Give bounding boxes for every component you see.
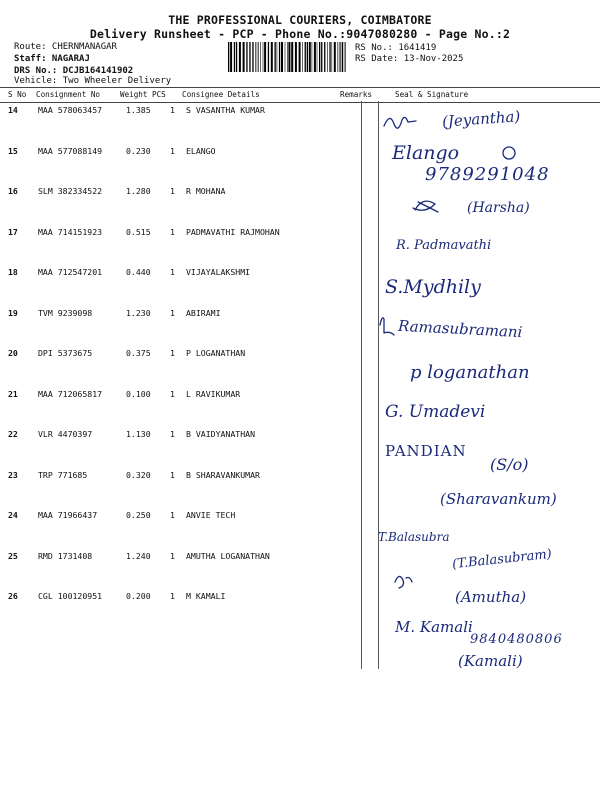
row-consignment: MAA 714151923	[38, 226, 103, 237]
row-weight: 1.130	[126, 429, 151, 439]
row-consignee: P LOGANATHAN	[186, 348, 246, 358]
signature-22-name: PANDIAN	[385, 442, 467, 460]
row-consignee: M KAMALI	[186, 591, 226, 601]
signature-15-name: Elango	[392, 142, 460, 164]
row-consignment: MAA 577088149	[38, 145, 103, 156]
signature-24-initial: T.Balasubra	[378, 530, 450, 544]
signature-20: p loganathan	[410, 362, 530, 383]
route-label: Route: CHERNMANAGAR	[14, 42, 117, 52]
signature-26-phone: 9840480806	[470, 632, 563, 647]
row-weight: 0.200	[126, 591, 151, 601]
row-consignment: SLM 382334522	[38, 186, 103, 196]
row-sno: 24	[8, 510, 18, 520]
signature-17: R. Padmavathi	[396, 238, 492, 253]
row-consignee: B VAIDYANATHAN	[186, 429, 256, 439]
row-consignment: RMD 1731408	[38, 550, 93, 561]
row-weight: 0.230	[126, 145, 151, 156]
company-title: THE PROFESSIONAL COURIERS, COIMBATORE	[168, 13, 432, 27]
col-weight: Weight	[120, 90, 148, 99]
row-sno: 20	[8, 348, 18, 358]
row-pcs: 1	[170, 591, 175, 601]
col-consignment: Consignment No	[36, 90, 101, 99]
row-consignment: TRP 771685	[38, 469, 88, 480]
table-header	[0, 87, 600, 103]
rs-number: RS No.: 1641419	[355, 43, 437, 53]
row-sno: 17	[8, 226, 18, 237]
col-remarks: Remarks	[340, 90, 373, 99]
drs-number: DRS No.: DCJB164141902	[14, 66, 134, 76]
signature-26-name: M. Kamali	[395, 618, 473, 636]
row-weight: 0.100	[126, 388, 151, 399]
signature-18: S.Mydhily	[385, 276, 481, 298]
row-weight: 1.280	[126, 186, 151, 196]
signature-16: (Harsha)	[467, 200, 530, 216]
row-pcs: 1	[170, 267, 175, 277]
signature-22-relation: (S/o)	[490, 455, 529, 474]
row-pcs: 1	[170, 469, 175, 480]
row-weight: 0.440	[126, 267, 151, 277]
signature-15-phone: 9789291048	[425, 164, 550, 185]
col-consignee: Consignee Details	[182, 90, 260, 99]
row-consignment: MAA 578063457	[38, 105, 103, 115]
row-pcs: 1	[170, 105, 175, 115]
row-consignee: PADMAVATHI RAJMOHAN	[186, 226, 280, 237]
row-pcs: 1	[170, 429, 175, 439]
row-consignee: ABIRAMI	[186, 307, 221, 318]
signature-23: (Sharavankum)	[440, 490, 557, 508]
row-sno: 19	[8, 307, 18, 318]
row-consignment: CGL 100120951	[38, 591, 103, 601]
row-sno: 21	[8, 388, 18, 399]
row-consignee: S VASANTHA KUMAR	[186, 105, 265, 115]
table-row	[0, 265, 600, 305]
row-sno: 22	[8, 429, 18, 439]
row-consignee: AMUTHA LOGANATHAN	[186, 550, 270, 561]
table-row	[0, 508, 600, 548]
signature-14: (Jeyantha)	[441, 107, 521, 131]
barcode	[228, 42, 348, 72]
row-sno: 25	[8, 550, 18, 561]
row-consignment: MAA 712065817	[38, 388, 103, 399]
col-sno: S No	[8, 90, 27, 99]
row-pcs: 1	[170, 550, 175, 561]
table-row	[0, 387, 600, 427]
row-consignment: DPI 5373675	[38, 348, 93, 358]
row-weight: 1.240	[126, 550, 151, 561]
row-pcs: 1	[170, 186, 175, 196]
signature-25: (Amutha)	[455, 588, 527, 606]
signature-26-bracket: (Kamali)	[458, 652, 523, 670]
row-sno: 23	[8, 469, 18, 480]
staff-label: Staff: NAGARAJ	[14, 54, 90, 64]
row-weight: 1.385	[126, 105, 151, 115]
row-consignment: MAA 71966437	[38, 510, 98, 520]
row-consignee: L RAVIKUMAR	[186, 388, 241, 399]
row-weight: 0.320	[126, 469, 151, 480]
rs-date: RS Date: 13-Nov-2025	[355, 54, 464, 64]
row-sno: 26	[8, 591, 18, 601]
row-consignee: B SHARAVANKUMAR	[186, 469, 260, 480]
table-row	[0, 225, 600, 265]
row-weight: 0.250	[126, 510, 151, 520]
row-pcs: 1	[170, 145, 175, 156]
row-sno: 15	[8, 145, 18, 156]
col-pcs: PCS	[152, 90, 166, 99]
runsheet-subtitle: Delivery Runsheet - PCP - Phone No.:9047080280 - Page No.:2	[89, 27, 511, 41]
row-consignee: ANVIE TECH	[186, 510, 236, 520]
col-seal: Seal & Signature	[395, 90, 469, 99]
signature-19: Ramasubramani	[397, 316, 523, 342]
row-sno: 18	[8, 267, 18, 277]
signature-21: G. Umadevi	[385, 402, 486, 422]
row-weight: 1.230	[126, 307, 151, 318]
row-pcs: 1	[170, 388, 175, 399]
row-consignee: R MOHANA	[186, 186, 226, 196]
row-sno: 14	[8, 105, 18, 115]
row-weight: 0.375	[126, 348, 151, 358]
row-consignment: VLR 4470397	[38, 429, 93, 439]
row-weight: 0.515	[126, 226, 151, 237]
row-consignee: ELANGO	[186, 145, 216, 156]
signature-24-name: (T.Balasubram)	[451, 546, 553, 573]
row-consignee: VIJAYALAKSHMI	[186, 267, 251, 277]
row-consignment: TVM 9239098	[38, 307, 93, 318]
row-consignment: MAA 712547201	[38, 267, 103, 277]
vehicle-label: Vehicle: Two Wheeler Delivery	[14, 76, 172, 86]
row-pcs: 1	[170, 226, 175, 237]
row-pcs: 1	[170, 510, 175, 520]
row-pcs: 1	[170, 307, 175, 318]
row-sno: 16	[8, 186, 18, 196]
row-pcs: 1	[170, 348, 175, 358]
